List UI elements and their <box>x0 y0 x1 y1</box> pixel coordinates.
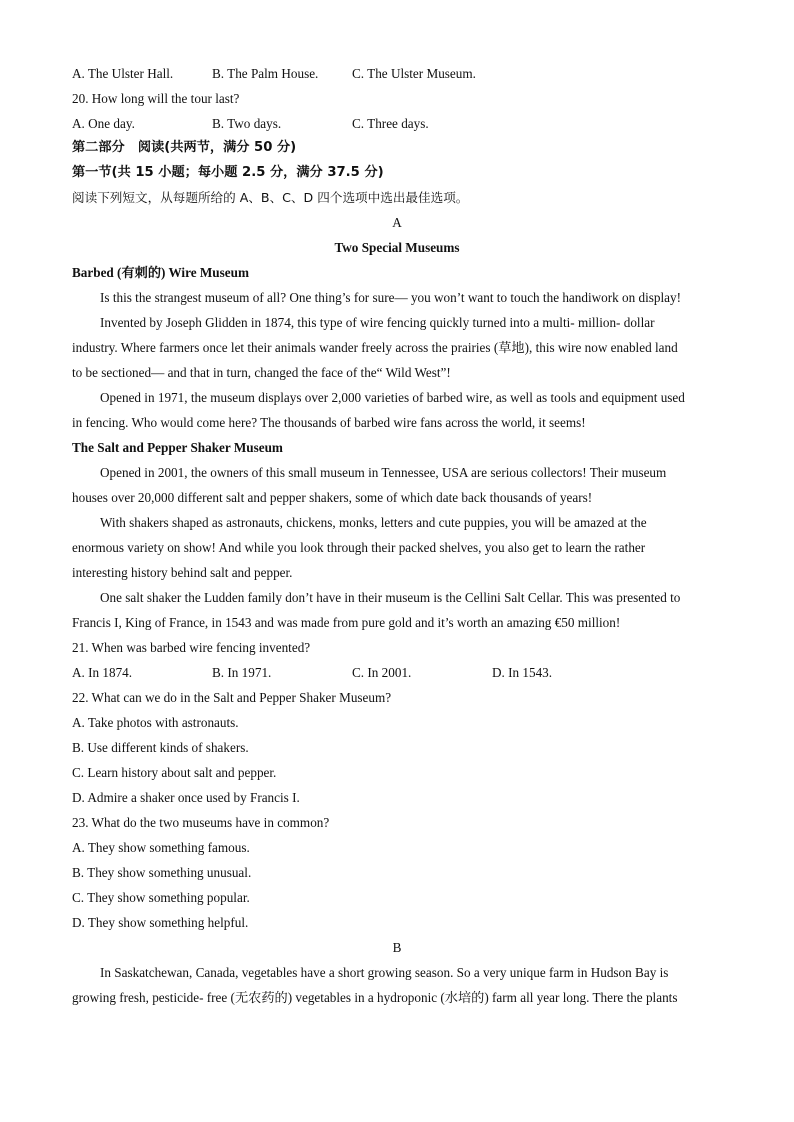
q20-option-c: C. Three days. <box>352 116 429 131</box>
q22-option-a: A. Take photos with astronauts. <box>72 715 239 730</box>
passage-a-p4-line2: houses over 20,000 different salt and pepper shakers, some of which date back thousands of years! <box>72 490 593 505</box>
q21-option-a: A. In 1874. <box>72 665 133 680</box>
passage-a-p3-line2: in fencing. Who would come here? The thousands of barbed wire fans across the world, it seems! <box>72 415 586 430</box>
q19-option-c: C. The Ulster Museum. <box>352 66 476 81</box>
q22-option-b: B. Use different kinds of shakers. <box>72 740 249 755</box>
passage-a-p6-line2: Francis I, King of France, in 1543 and was made from pure gold and it’s worth an amazing €50 million! <box>72 615 621 630</box>
q21-option-c: C. In 2001. <box>352 665 412 680</box>
q20-question: 20. How long will the tour last? <box>72 91 240 106</box>
q23-option-c: C. They show something popular. <box>72 890 250 905</box>
passage-a-p2-line2: industry. Where farmers once let their animals wander freely across the prairies (草地), this wire now enabled land <box>72 340 678 355</box>
q23-question: 23. What do the two museums have in common? <box>72 815 330 830</box>
passage-a-p1: Is this the strangest museum of all? One thing’s for sure— you won’t want to touch the handiwork on display! <box>100 290 682 305</box>
q23-option-d: D. They show something helpful. <box>72 915 249 930</box>
passage-a-heading-2: The Salt and Pepper Shaker Museum <box>72 440 283 455</box>
part-heading: 第二部分 阅读(共两节，满分 50 分) <box>72 140 297 155</box>
passage-a-p2-line1: Invented by Joseph Glidden in 1874, this type of wire fencing quickly turned into a multi- million- dollar <box>100 315 655 330</box>
q20-option-a: A. One day. <box>72 116 135 131</box>
passage-a-p3-line1: Opened in 1971, the museum displays over 2,000 varieties of barbed wire, as well as tools and equipment used <box>100 390 685 405</box>
passage-a-title: Two Special Museums <box>334 240 460 255</box>
passage-b-p1-line1: In Saskatchewan, Canada, vegetables have a short growing season. So a very unique farm in Hudson Bay is <box>100 965 669 980</box>
passage-a-p4-line1: Opened in 2001, the owners of this small museum in Tennessee, USA are serious collectors! Their museum <box>100 465 667 480</box>
q19-option-a: A. The Ulster Hall. <box>72 66 174 81</box>
q23-option-a: A. They show something famous. <box>72 840 250 855</box>
q21-option-b: B. In 1971. <box>212 665 272 680</box>
passage-a-heading-1: Barbed (有刺的) Wire Museum <box>72 265 249 280</box>
q23-option-b: B. They show something unusual. <box>72 865 252 880</box>
q22-option-d: D. Admire a shaker once used by Francis I. <box>72 790 300 805</box>
passage-a-p5-line3: interesting history behind salt and pepper. <box>72 565 293 580</box>
q21-option-d: D. In 1543. <box>492 665 553 680</box>
q22-option-c: C. Learn history about salt and pepper. <box>72 765 277 780</box>
passage-a-p2-line3: to be sectioned— and that in turn, changed the face of the“ Wild West”! <box>72 365 451 380</box>
q21-question: 21. When was barbed wire fencing invented? <box>72 640 311 655</box>
q22-question: 22. What can we do in the Salt and Pepper Shaker Museum? <box>72 690 392 705</box>
instruction: 阅读下列短文，从每题所给的 A、B、C、D 四个选项中选出最佳选项。 <box>72 190 469 205</box>
q19-option-b: B. The Palm House. <box>212 66 319 81</box>
passage-a-p6-line1: One salt shaker the Ludden family don’t have in their museum is the Cellini Salt Cellar. This was presented to <box>100 590 681 605</box>
passage-b-p1-line2: growing fresh, pesticide- free (无农药的) vegetables in a hydroponic (水培的) farm all year long. There the plants <box>72 990 678 1005</box>
q20-option-b: B. Two days. <box>212 116 282 131</box>
passage-a-p5-line1: With shakers shaped as astronauts, chickens, monks, letters and cute puppies, you will be amazed at the <box>100 515 647 530</box>
passage-a-p5-line2: enormous variety on show! And while you look through their packed shelves, you also get to learn the rather <box>72 540 646 555</box>
passage-a-letter: A <box>392 215 402 230</box>
passage-b-letter: B <box>392 940 402 955</box>
sub-heading: 第一节(共 15 小题；每小题 2.5 分，满分 37.5 分) <box>72 165 384 180</box>
